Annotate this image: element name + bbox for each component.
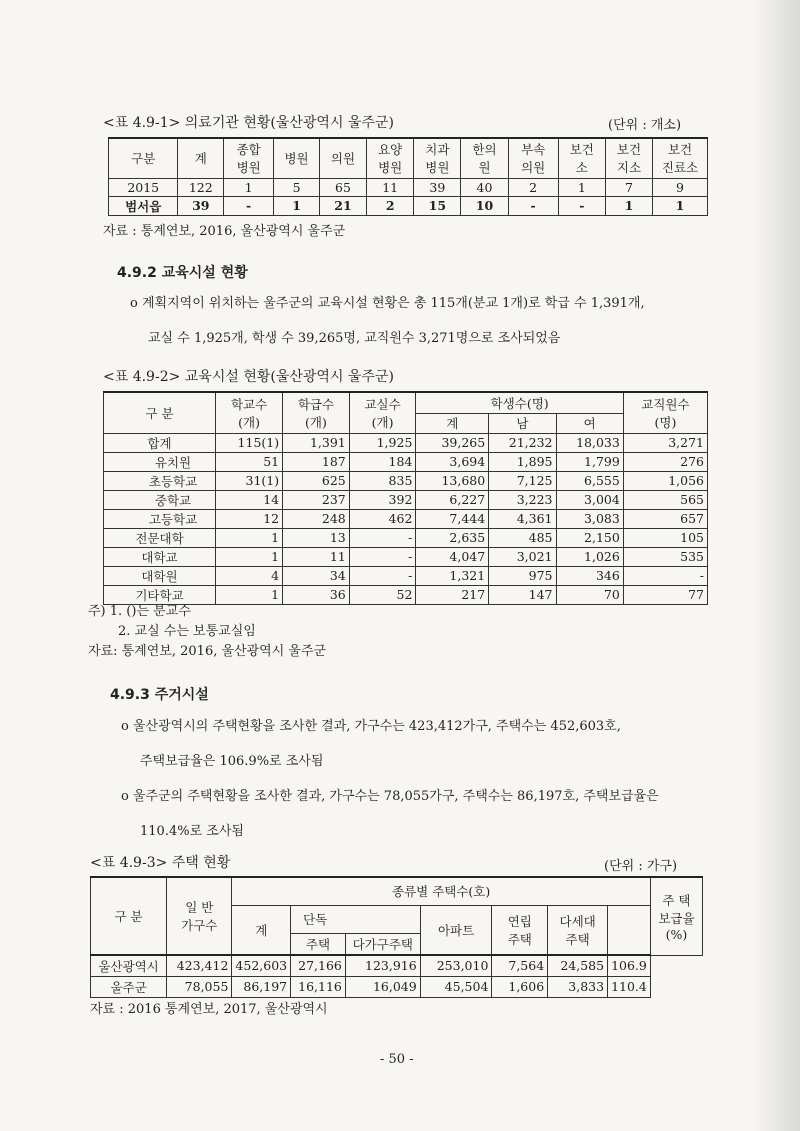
t1-cell: 1 (558, 178, 605, 196)
table3-caption: <표 4.9-3> 주택 현황 (90, 855, 231, 871)
housing-table (90, 876, 703, 998)
t1-cell: 5 (274, 178, 320, 196)
t2-cell: - (349, 566, 416, 585)
t1-cell: 65 (319, 178, 366, 196)
table-row (104, 433, 708, 452)
t1-header-5: 요양 병원 (367, 138, 414, 178)
t2-cell: 12 (216, 509, 283, 528)
t2-header-staff: 교직원수 (명) (623, 392, 707, 433)
t2-cell: 4,361 (489, 509, 556, 528)
t2-cell: 1,925 (349, 433, 416, 452)
t1-cell: 2015 (109, 178, 178, 196)
section-4-9-3-p1-line1: o 울산광역시의 주택현황을 조사한 결과, 가구수는 423,412가구, 주택수는 452,603호, (121, 719, 621, 734)
t2-cell: 21,232 (489, 433, 556, 452)
t2-cell: 3,271 (623, 433, 707, 452)
t2-cell: 4,047 (416, 547, 489, 566)
t2-cell: 535 (623, 547, 707, 566)
t2-cell: 392 (349, 490, 416, 509)
t2-cell: 70 (556, 585, 623, 604)
table-row (104, 471, 708, 490)
t2-cell: 2,150 (556, 528, 623, 547)
section-4-9-2-heading: 4.9.2 교육시설 현황 (117, 265, 248, 281)
t1-header-0: 구분 (109, 138, 178, 178)
t1-cell: 39 (414, 178, 461, 196)
t3-cell: 16,049 (345, 976, 420, 997)
t3-cell: 423,412 (167, 955, 232, 976)
t1-header-1: 계 (178, 138, 224, 178)
t2-cell: 485 (489, 528, 556, 547)
t2-cell: 7,444 (416, 509, 489, 528)
t3-cell: 울산광역시 (91, 955, 167, 976)
t1-header-2: 종합 병원 (224, 138, 274, 178)
t3-header-types: 종류별 주택수(호) (232, 877, 650, 905)
t3-header-detached: 단독 (291, 905, 421, 933)
t1-header-11: 보건 진료소 (653, 138, 708, 178)
t2-cell: 중학교 (104, 490, 216, 509)
t1-cell: - (558, 196, 605, 215)
t2-header-total: 계 (416, 413, 489, 433)
table2-note1: 주) 1. ()는 분교수 (88, 604, 191, 619)
t2-cell: 합계 (104, 433, 216, 452)
t1-cell: 7 (605, 178, 652, 196)
table-row (104, 528, 708, 547)
table-row (104, 452, 708, 471)
t3-cell: 123,916 (345, 955, 420, 976)
table-row (104, 490, 708, 509)
table1-source: 자료 : 통계연보, 2016, 울산광역시 울주군 (103, 224, 346, 239)
t2-cell: 4 (216, 566, 283, 585)
t2-cell: 대학원 (104, 566, 216, 585)
t2-cell: 고등학교 (104, 509, 216, 528)
t2-cell: 3,021 (489, 547, 556, 566)
t3-cell: 106.9 (608, 955, 651, 976)
t2-cell: - (623, 566, 707, 585)
t2-cell: 34 (283, 566, 350, 585)
t3-cell: 16,116 (291, 976, 346, 997)
t2-cell: 3,004 (556, 490, 623, 509)
t1-header-3: 병원 (274, 138, 320, 178)
t2-cell: 1,895 (489, 452, 556, 471)
t3-cell: 27,166 (291, 955, 346, 976)
t2-cell: 217 (416, 585, 489, 604)
t3-header-multiplex: 다세대 주택 (548, 905, 608, 955)
t2-cell: - (349, 528, 416, 547)
t2-cell: 7,125 (489, 471, 556, 490)
t1-cell: - (224, 196, 274, 215)
t2-header-female: 여 (556, 413, 623, 433)
t2-header-male: 남 (489, 413, 556, 433)
page-number: - 50 - (380, 1052, 414, 1067)
t1-cell: 122 (178, 178, 224, 196)
section-4-9-2-para-line2: 교실 수 1,925개, 학생 수 39,265명, 교직원수 3,271명으로 조사되었음 (148, 331, 561, 346)
t1-cell: 9 (653, 178, 708, 196)
page-edge-shadow (752, 0, 800, 1131)
section-4-9-3-heading: 4.9.3 주거시설 (110, 687, 209, 703)
table-row (109, 178, 708, 196)
t2-header-gubun: 구 분 (104, 392, 216, 433)
table2-note2: 2. 교실 수는 보통교실임 (118, 624, 256, 639)
table1-caption: <표 4.9-1> 의료기관 현황(울산광역시 울주군) (103, 115, 394, 131)
t3-cell: 45,504 (420, 976, 492, 997)
t2-cell: 346 (556, 566, 623, 585)
t1-cell: 1 (605, 196, 652, 215)
t3-cell: 110.4 (608, 976, 651, 997)
t2-cell: 657 (623, 509, 707, 528)
t3-cell: 253,010 (420, 955, 492, 976)
section-4-9-3-p2-line1: o 울주군의 주택현황을 조사한 결과, 가구수는 78,055가구, 주택수는 86,197호, 주택보급율은 (121, 789, 659, 804)
t2-cell: 1,056 (623, 471, 707, 490)
t3-cell: 78,055 (167, 976, 232, 997)
t1-cell: 범서읍 (109, 196, 178, 215)
t3-cell: 7,564 (492, 955, 548, 976)
t3-cell: 3,833 (548, 976, 608, 997)
t2-cell: 1 (216, 585, 283, 604)
t2-cell: 대학교 (104, 547, 216, 566)
t2-cell: 3,694 (416, 452, 489, 471)
table2-caption: <표 4.9-2> 교육시설 현황(울산광역시 울주군) (103, 369, 394, 385)
t2-cell: 1,321 (416, 566, 489, 585)
t2-cell: 835 (349, 471, 416, 490)
t3-cell: 86,197 (232, 976, 291, 997)
t1-cell: 2 (508, 178, 558, 196)
t1-header-9: 보건 소 (558, 138, 605, 178)
t3-header-row: 연립 주택 (492, 905, 548, 955)
t1-cell: 2 (367, 196, 414, 215)
t3-header-detached-2: 주택 (291, 933, 346, 955)
t3-cell: 울주군 (91, 976, 167, 997)
t2-cell: 52 (349, 585, 416, 604)
t3-header-rate: 주 택 보급율 (%) (650, 877, 702, 955)
t2-cell: 전문대학 (104, 528, 216, 547)
t1-header-10: 보건 지소 (605, 138, 652, 178)
section-4-9-3-p1-line2: 주택보급율은 106.9%로 조사됨 (140, 754, 324, 769)
t2-cell: 14 (216, 490, 283, 509)
t2-cell: 18,033 (556, 433, 623, 452)
t2-cell: 1 (216, 547, 283, 566)
t3-cell: 24,585 (548, 955, 608, 976)
t2-cell: 1 (216, 528, 283, 547)
t2-cell: 39,265 (416, 433, 489, 452)
t1-cell: 40 (461, 178, 508, 196)
t2-cell: 51 (216, 452, 283, 471)
t2-cell: 31(1) (216, 471, 283, 490)
t2-cell: 276 (623, 452, 707, 471)
t2-cell: 3,223 (489, 490, 556, 509)
t1-cell: 15 (414, 196, 461, 215)
t2-cell: 13,680 (416, 471, 489, 490)
t1-header-8: 부속 의원 (508, 138, 558, 178)
t2-cell: 3,083 (556, 509, 623, 528)
t3-header-total: 계 (232, 905, 291, 955)
t1-header-7: 한의 원 (461, 138, 508, 178)
t2-cell: 187 (283, 452, 350, 471)
t2-cell: 237 (283, 490, 350, 509)
t1-cell: 1 (274, 196, 320, 215)
t1-header-6: 치과 병원 (414, 138, 461, 178)
t2-cell: 36 (283, 585, 350, 604)
t3-header-multi: 다가구주택 (345, 933, 420, 955)
t1-cell: 1 (224, 178, 274, 196)
t2-cell: 975 (489, 566, 556, 585)
t2-cell: - (349, 547, 416, 566)
t2-cell: 유치원 (104, 452, 216, 471)
table2-source: 자료: 통계연보, 2016, 울산광역시 울주군 (88, 644, 327, 659)
t2-cell: 77 (623, 585, 707, 604)
t3-cell: 452,603 (232, 955, 291, 976)
t1-cell: - (508, 196, 558, 215)
table3-unit: (단위 : 가구) (604, 859, 678, 874)
t2-cell: 2,635 (416, 528, 489, 547)
t2-cell: 1,391 (283, 433, 350, 452)
t3-header-households: 일 반 가구수 (167, 877, 232, 955)
section-4-9-2-para-line1: o 계획지역이 위치하는 울주군의 교육시설 현황은 총 115개(분교 1개)로 학급 수 1,391개, (130, 296, 645, 311)
table-row (91, 976, 703, 997)
t2-cell: 184 (349, 452, 416, 471)
t1-cell: 10 (461, 196, 508, 215)
education-facilities-table (103, 391, 708, 605)
t2-cell: 13 (283, 528, 350, 547)
t2-header-students: 학생수(명) (416, 392, 623, 413)
table-row (109, 196, 708, 215)
t3-cell: 1,606 (492, 976, 548, 997)
t2-cell: 11 (283, 547, 350, 566)
t2-cell: 105 (623, 528, 707, 547)
t1-cell: 39 (178, 196, 224, 215)
t2-header-classes: 학급수 (개) (283, 392, 350, 433)
t2-header-classrooms: 교실수 (개) (349, 392, 416, 433)
t2-cell: 6,555 (556, 471, 623, 490)
t1-cell: 11 (367, 178, 414, 196)
section-4-9-3-p2-line2: 110.4%로 조사됨 (140, 824, 244, 839)
t2-cell: 248 (283, 509, 350, 528)
t2-cell: 565 (623, 490, 707, 509)
t2-cell: 147 (489, 585, 556, 604)
t2-cell: 1,026 (556, 547, 623, 566)
table-row (104, 509, 708, 528)
t1-cell: 1 (653, 196, 708, 215)
t1-cell: 21 (319, 196, 366, 215)
t1-header-4: 의원 (319, 138, 366, 178)
table1-unit: (단위 : 개소) (608, 118, 682, 133)
t2-cell: 기타학교 (104, 585, 216, 604)
t2-header-schools: 학교수 (개) (216, 392, 283, 433)
t2-cell: 115(1) (216, 433, 283, 452)
t2-cell: 6,227 (416, 490, 489, 509)
t2-cell: 462 (349, 509, 416, 528)
t2-cell: 625 (283, 471, 350, 490)
t3-header-gubun: 구 분 (91, 877, 167, 955)
t2-cell: 초등학교 (104, 471, 216, 490)
table-row (104, 566, 708, 585)
table-row (104, 547, 708, 566)
t3-header-apt: 아파트 (420, 905, 492, 955)
table-row (104, 585, 708, 604)
table3-source: 자료 : 2016 통계연보, 2017, 울산광역시 (90, 1002, 328, 1017)
t2-cell: 1,799 (556, 452, 623, 471)
table-row (91, 955, 703, 976)
medical-facilities-table (108, 137, 708, 216)
